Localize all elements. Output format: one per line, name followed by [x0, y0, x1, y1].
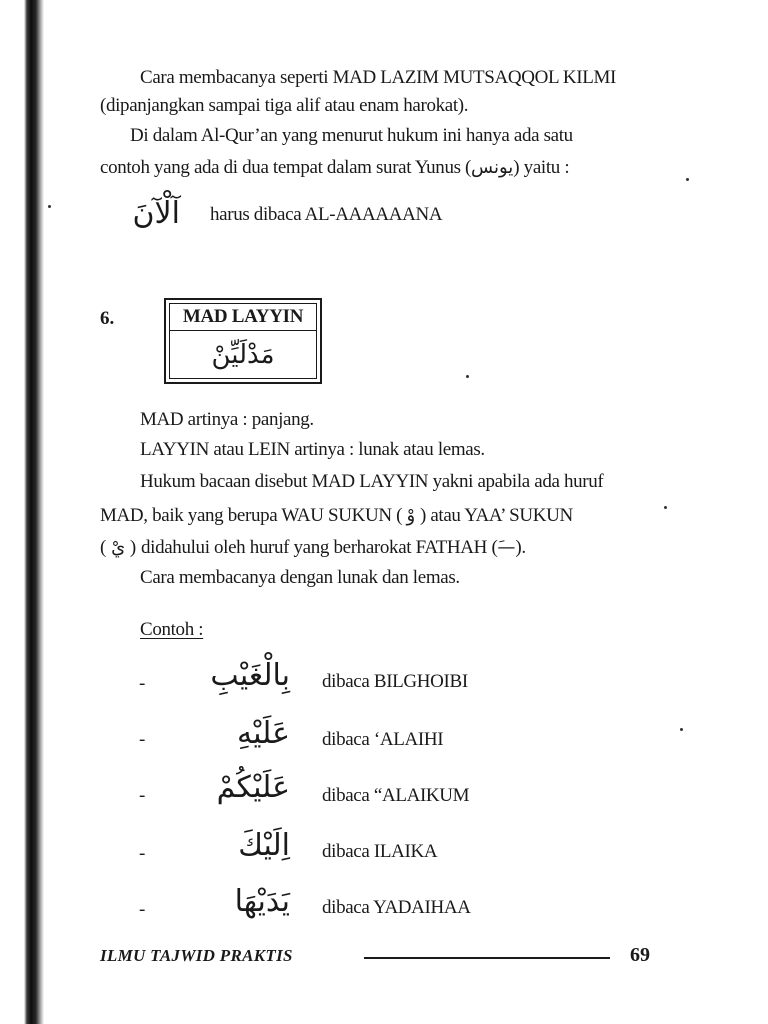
example-arabic: بِالْغَيْبِ [210, 658, 290, 693]
footer-rule [364, 957, 610, 959]
body-line-3: Hukum bacaan disebut MAD LAYYIN yakni apabila ada huruf [140, 471, 604, 492]
example-dash: - [139, 785, 146, 806]
example-dash: - [139, 843, 146, 864]
page-number: 69 [630, 944, 650, 966]
contoh-heading: Contoh : [140, 619, 204, 640]
example-arabic: عَلَيْهِ [237, 716, 290, 751]
scan-speck [664, 506, 667, 509]
example-dash: - [139, 673, 146, 694]
example-reading: dibaca BILGHOIBI [322, 671, 468, 692]
example-dash: - [139, 729, 146, 750]
fathah-mark: —َ [497, 537, 516, 558]
section-number: 6. [100, 308, 115, 329]
scan-speck [680, 728, 683, 731]
scan-speck [48, 205, 51, 208]
body-line-5-text-b: ) didahului oleh huruf yang berharokat FATHAH ( [129, 537, 498, 558]
section-title-arabic: مَدْلَيِّنْ [211, 339, 275, 370]
book-title: ILMU TAJWID PRAKTIS [100, 946, 293, 965]
intro-line-3: Di dalam Al-Qur’an yang menurut hukum ini hanya ada satu [130, 125, 573, 146]
body-line-5 [100, 536, 526, 560]
section-title: MAD LAYYIN [170, 304, 316, 331]
example-dash: - [139, 899, 146, 920]
body-line-4-text-a: MAD, baik yang berupa WAU SUKUN ( [100, 505, 403, 526]
example-reading: dibaca YADAIHAA [322, 897, 471, 918]
alaana-reading: harus dibaca AL-AAAAAANA [210, 204, 443, 225]
example-reading: dibaca “ALAIKUM [322, 785, 470, 806]
section-title-box-inner [169, 303, 317, 379]
body-line-5-text-a: ( [100, 537, 107, 558]
example-reading: dibaca ILAIKA [322, 841, 438, 862]
body-line-1: MAD artinya : panjang. [140, 409, 314, 430]
intro-line-2: (dipanjangkan sampai tiga alif atau enam harokat). [100, 95, 469, 116]
body-line-4-text-b: ) atau YAA’ SUKUN [419, 505, 573, 526]
intro-line-1: Cara membacanya seperti MAD LAZIM MUTSAQQOL KILMI [140, 67, 617, 88]
body-line-5-text-c: ). [515, 537, 526, 558]
body-line-2: LAYYIN atau LEIN artinya : lunak atau lemas. [140, 439, 485, 460]
yunus-arabic: يونس [471, 157, 514, 178]
intro-line-4-text-b: ) yaitu : [513, 157, 570, 178]
example-arabic: اِلَيْكَ [238, 828, 290, 863]
wau-sukun-arabic: وْ [406, 505, 416, 526]
section-title-box [164, 298, 322, 384]
scan-speck [466, 375, 469, 378]
intro-line-4-text-a: contoh yang ada di dua tempat dalam surat Yunus ( [100, 157, 472, 178]
example-arabic: يَدَيْهَا [234, 884, 290, 919]
intro-line-4 [100, 156, 569, 180]
body-line-4 [100, 504, 573, 528]
body-line-6: Cara membacanya dengan lunak dan lemas. [140, 567, 460, 588]
example-reading: dibaca ‘ALAIHI [322, 729, 444, 750]
alaana-arabic: آلْآنَ [132, 196, 180, 231]
example-arabic: عَلَيْكُمْ [216, 770, 290, 805]
yaa-sukun-arabic: يْ [111, 537, 126, 558]
scan-speck [686, 178, 689, 181]
